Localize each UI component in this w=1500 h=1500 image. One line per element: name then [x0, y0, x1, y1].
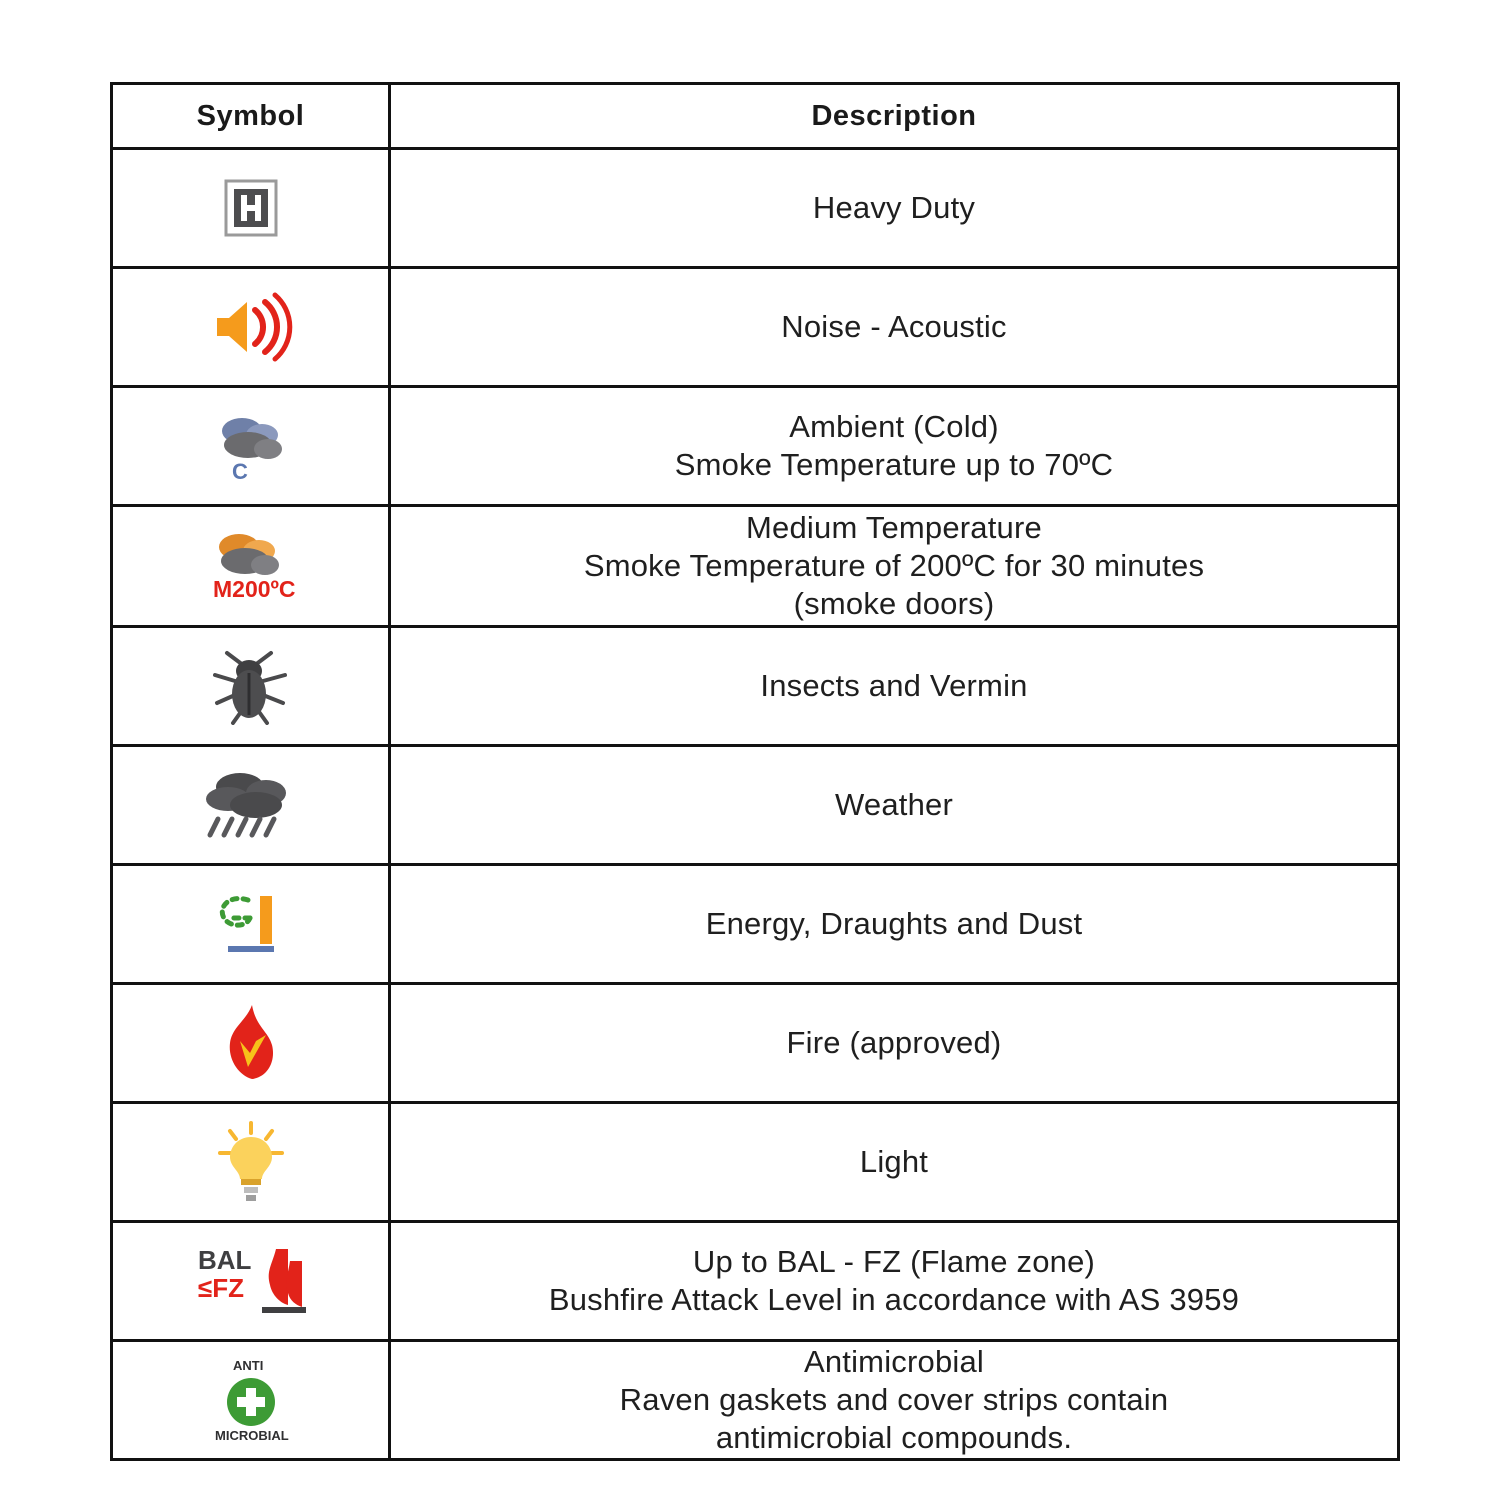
table-row	[112, 387, 1399, 506]
symbol-cell	[112, 1341, 390, 1460]
description-cell	[390, 506, 1399, 627]
fire-approved-flame-icon	[113, 985, 388, 1101]
symbol-description-table	[110, 82, 1400, 1461]
description-line: Raven gaskets and cover strips contain	[619, 1382, 1169, 1418]
description-line: Up to BAL - FZ (Flame zone)	[692, 1244, 1096, 1280]
description-cell	[390, 149, 1399, 268]
table-header-row	[112, 84, 1399, 149]
heavy-duty-h-icon	[113, 150, 388, 266]
description-line: Heavy Duty	[812, 190, 976, 226]
description-line: Antimicrobial	[803, 1344, 985, 1380]
table-row	[112, 1341, 1399, 1460]
bal-label-line1: BAL	[197, 1245, 251, 1275]
description-line: Bushfire Attack Level in accordance with AS 3959	[548, 1282, 1240, 1317]
description-line: Noise - Acoustic	[781, 309, 1007, 345]
description-line: (smoke doors)	[793, 585, 995, 621]
antimicrobial-cross-icon	[113, 1342, 388, 1458]
header-symbol: Symbol	[112, 84, 390, 149]
table-row	[112, 506, 1399, 627]
description-cell	[390, 268, 1399, 387]
description-line: Weather	[835, 787, 953, 823]
header-description: Description	[390, 84, 1399, 149]
noise-acoustic-speaker-icon	[113, 269, 388, 385]
energy-draughts-dust-icon	[113, 866, 388, 982]
description-line: Insects and Vermin	[760, 668, 1028, 704]
description-line: Medium Temperature	[746, 510, 1042, 546]
symbol-cell	[112, 1222, 390, 1341]
symbol-cell	[112, 627, 390, 746]
ambient-cold-label: C	[231, 459, 248, 484]
description-line: Ambient (Cold)	[789, 409, 999, 445]
symbol-cell	[112, 1103, 390, 1222]
description-cell	[390, 387, 1399, 506]
description-cell	[390, 865, 1399, 984]
table-row	[112, 1222, 1399, 1341]
table-row	[112, 746, 1399, 865]
insects-vermin-cockroach-icon	[113, 628, 388, 744]
antimicrobial-top-label: ANTI	[232, 1358, 263, 1373]
symbol-cell	[112, 268, 390, 387]
description-cell	[390, 984, 1399, 1103]
ambient-cold-smoke-cloud-icon	[113, 388, 388, 504]
description-cell	[390, 1222, 1399, 1341]
table-row	[112, 627, 1399, 746]
description-cell	[390, 1103, 1399, 1222]
description-cell	[390, 627, 1399, 746]
symbol-cell	[112, 865, 390, 984]
description-line: Smoke Temperature up to 70ºC	[674, 447, 1114, 482]
symbol-table-wrap	[110, 82, 1400, 1461]
symbol-cell	[112, 984, 390, 1103]
symbol-cell	[112, 149, 390, 268]
description-line: Energy, Draughts and Dust	[705, 906, 1083, 942]
symbol-cell	[112, 506, 390, 627]
medium-temperature-smoke-cloud-icon	[113, 507, 388, 625]
description-line: antimicrobial compounds.	[715, 1419, 1073, 1455]
symbol-cell	[112, 387, 390, 506]
bal-label-line2: ≤FZ	[197, 1273, 244, 1303]
table-row	[112, 984, 1399, 1103]
bal-fz-flame-zone-icon	[113, 1223, 388, 1339]
table-row	[112, 865, 1399, 984]
description-line: Smoke Temperature of 200ºC for 30 minutes	[583, 548, 1205, 584]
medium-temp-label: M200ºC	[212, 576, 296, 602]
weather-rain-cloud-icon	[113, 747, 388, 863]
table-row	[112, 149, 1399, 268]
description-line: Light	[859, 1144, 929, 1180]
description-cell	[390, 746, 1399, 865]
light-bulb-icon	[113, 1104, 388, 1220]
table-row	[112, 1103, 1399, 1222]
symbol-cell	[112, 746, 390, 865]
antimicrobial-bottom-label: MICROBIAL	[214, 1428, 289, 1443]
description-cell	[390, 1341, 1399, 1460]
description-line: Fire (approved)	[786, 1025, 1002, 1061]
table-row	[112, 268, 1399, 387]
